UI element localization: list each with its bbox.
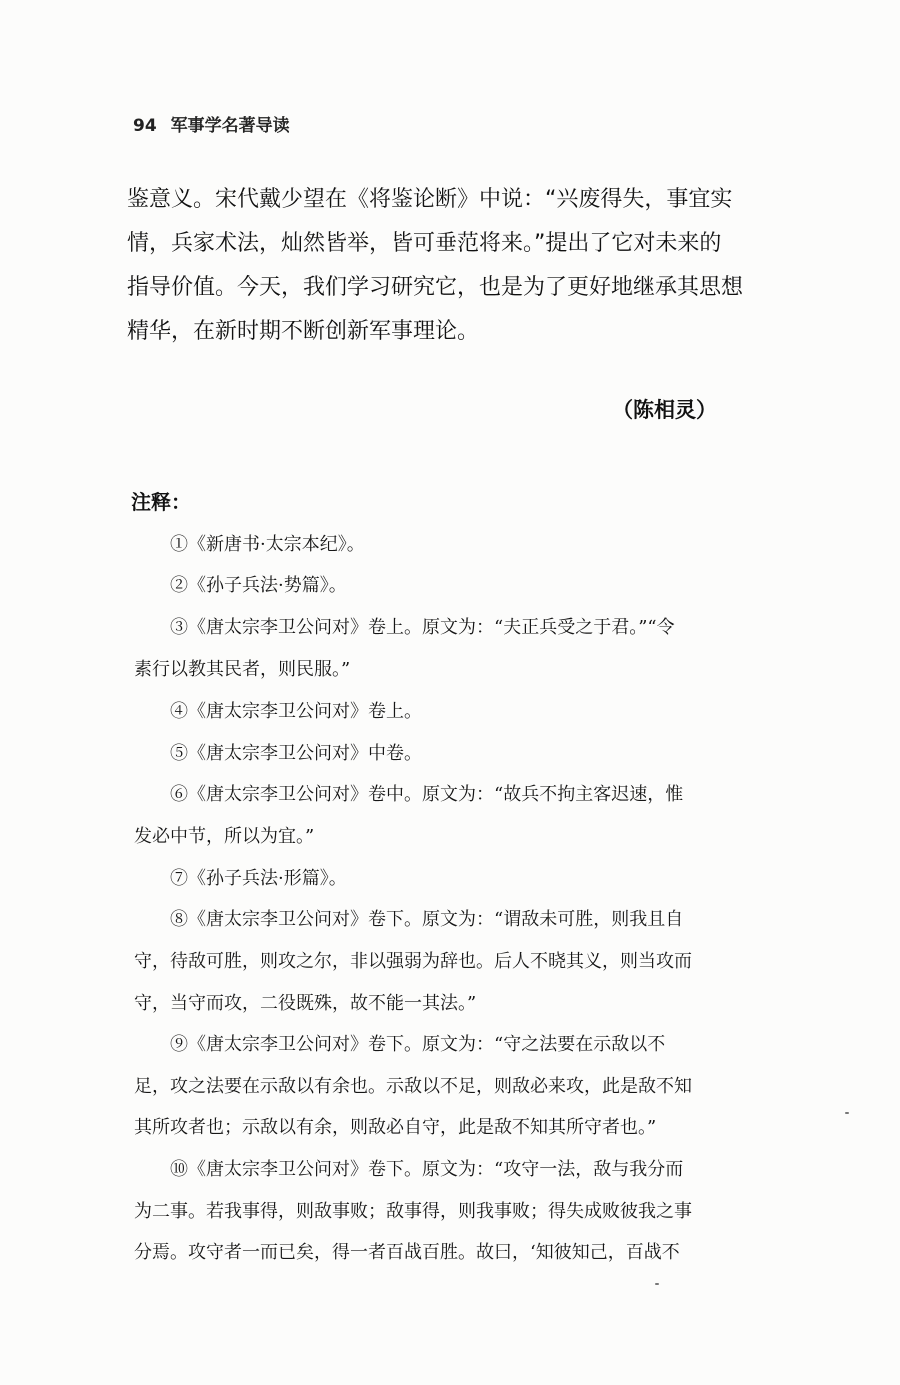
body-paragraph [127, 178, 767, 354]
note-2: ②《孙子兵法·势篇》。 [170, 575, 347, 596]
body-line: 鉴意义。宋代戴少望在《将鉴论断》中说：“兴废得失，事宜实 [127, 187, 733, 212]
note-8-cont: 守，当守而攻，二役既殊，故不能一其法。” [134, 993, 477, 1014]
note-5: ⑤《唐太宗李卫公问对》中卷。 [170, 743, 422, 764]
note-7: ⑦《孙子兵法·形篇》。 [170, 868, 347, 889]
note-9-cont: 其所攻者也；示敌以有余，则敌必自守，此是敌不知其所守者也。” [134, 1117, 657, 1138]
body-line: 精华，在新时期不断创新军事理论。 [127, 319, 480, 344]
note-9: ⑨《唐太宗李卫公问对》卷下。原文为：“守之法要在示敌以不 [170, 1034, 666, 1055]
running-header [133, 111, 290, 136]
note-10: ⑩《唐太宗李卫公问对》卷下。原文为：“攻守一法，敌与我分而 [170, 1159, 684, 1180]
note-10-cont: 为二事。若我事得，则敌事败；敌事得，则我事败；得失成败彼我之事 [134, 1201, 692, 1222]
author-attribution: （陈相灵） [612, 398, 717, 422]
body-line: 指导价值。今天，我们学习研究它，也是为了更好地继承其思想 [127, 275, 744, 300]
note-1: ①《新唐书·太宗本纪》。 [170, 534, 365, 555]
note-3-cont: 素行以教其民者，则民服。” [134, 659, 351, 680]
note-3: ③《唐太宗李卫公问对》卷上。原文为：“夫正兵受之于君。”“令 [170, 617, 675, 638]
note-6: ⑥《唐太宗李卫公问对》卷中。原文为：“故兵不拘主客迟速，惟 [170, 784, 684, 805]
note-4: ④《唐太宗李卫公问对》卷上。 [170, 701, 422, 722]
scan-speck [655, 1283, 659, 1285]
note-8: ⑧《唐太宗李卫公问对》卷下。原文为：“谓敌未可胜，则我且自 [170, 909, 684, 930]
note-9-cont: 足，攻之法要在示敌以有余也。示敌以不足，则敌必来攻，此是敌不知 [134, 1076, 692, 1097]
scan-speck [845, 1112, 849, 1114]
notes-heading: 注释： [131, 490, 191, 514]
book-title: 军事学名著导读 [170, 116, 290, 136]
note-6-cont: 发必中节，所以为宜。” [134, 826, 315, 847]
page-number: 94 [133, 116, 157, 136]
note-8-cont: 守，待敌可胜，则攻之尔，非以强弱为辞也。后人不晓其义，则当攻而 [134, 951, 692, 972]
note-10-cont: 分焉。攻守者一而已矣，得一者百战百胜。故曰，‘知彼知己，百战不 [134, 1242, 680, 1263]
body-line: 情，兵家术法，灿然皆举，皆可垂范将来。”提出了它对未来的 [127, 231, 722, 256]
